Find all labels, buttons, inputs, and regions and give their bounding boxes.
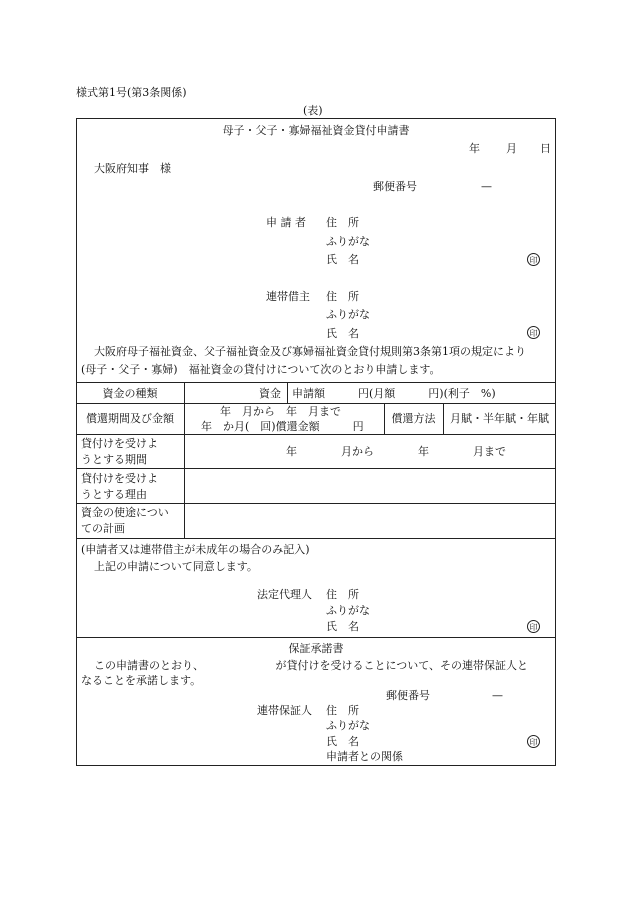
guarantee-text-line-1: この申請書のとおり、 が貸付けを受けることについて、その連帯保証人と (94, 659, 529, 672)
loan-reason-label-line2: うとする理由 (81, 488, 147, 501)
joint-borrower-address-label: 住 所 (326, 290, 359, 303)
date-month-label: 月 (506, 142, 517, 155)
fund-usage-label-line2: ての計画 (81, 522, 125, 535)
guarantor-postal-code-dash: — (492, 689, 503, 702)
statement-line-1: 大阪府母子福祉資金、父子福祉資金及び寡婦福祉資金貸付規則第3条第1項の規定により (94, 345, 526, 358)
table-rule-row4 (76, 503, 556, 504)
table-bottom-rule (76, 538, 556, 539)
guarantee-title: 保証承諾書 (288, 642, 344, 655)
loan-reason-label-line1: 貸付けを受けよ (81, 472, 158, 485)
table-label-column-rule (184, 382, 185, 538)
table-row1-divider (287, 382, 288, 403)
guarantor-postal-code-label: 郵便番号 (386, 689, 430, 702)
loan-period-label-line1: 貸付けを受けよ (81, 437, 158, 450)
applicant-name-label: 氏 名 (326, 253, 359, 266)
postal-code-dash: — (481, 180, 492, 193)
repayment-period-range: 年 月から 年 月まで (220, 405, 341, 418)
repayment-method-options: 月賦・半年賦・年賦 (450, 412, 549, 425)
joint-guarantor-seal-mark: 印 (527, 735, 540, 748)
joint-guarantor-address-label: 住 所 (326, 704, 359, 717)
joint-guarantor-furigana-label: ふりがな (326, 719, 370, 732)
legal-representative-address-label: 住 所 (326, 588, 359, 601)
side-label: (表) (303, 104, 323, 117)
joint-guarantor-label: 連帯保証人 (257, 704, 312, 717)
guarantee-divider (76, 637, 556, 638)
applicant-label: 申 請 者 (266, 216, 306, 229)
legal-representative-label: 法定代理人 (257, 588, 312, 601)
consent-note: (申請者又は連帯借主が未成年の場合のみ記入) (81, 543, 310, 556)
joint-borrower-label: 連帯借主 (266, 290, 310, 303)
form-label: 様式第1号(第3条関係) (76, 86, 187, 99)
joint-borrower-name-label: 氏 名 (326, 327, 359, 340)
legal-representative-seal-mark: 印 (527, 620, 540, 633)
table-rule-row2 (76, 434, 556, 435)
joint-borrower-seal-mark: 印 (527, 326, 540, 339)
relation-to-applicant-label: 申請者との関係 (326, 750, 403, 763)
repayment-amount: 年 か月( 回)償還金額 円 (201, 420, 364, 433)
consent-text: 上記の申請について同意します。 (94, 560, 258, 573)
applicant-seal-mark: 印 (527, 253, 540, 266)
joint-borrower-furigana-label: ふりがな (326, 308, 370, 321)
fund-usage-label-line1: 資金の使途につい (81, 506, 169, 519)
date-year-label: 年 (469, 142, 480, 155)
table-top-rule (76, 382, 556, 383)
loan-period-value: 年 月から 年 月まで (286, 445, 506, 458)
applicant-address-label: 住 所 (326, 216, 359, 229)
legal-representative-furigana-label: ふりがな (326, 604, 370, 617)
addressee: 大阪府知事 様 (94, 162, 171, 175)
repayment-period-label: 償還期間及び金額 (86, 412, 174, 425)
table-rule-row1 (76, 403, 556, 404)
statement-line-2: (母子・父子・寡婦) 福祉資金の貸付けについて次のとおり申請します。 (81, 363, 441, 376)
table-rule-row3 (76, 468, 556, 469)
applicant-furigana-label: ふりがな (326, 235, 370, 248)
repayment-method-label: 償還方法 (391, 412, 436, 425)
fund-type-value: 資金 (259, 387, 281, 400)
date-day-label: 日 (540, 142, 551, 155)
requested-amount: 申請額 円(月額 円)(利子 %) (292, 387, 496, 400)
guarantee-text-line-2: なることを承諾します。 (81, 674, 202, 687)
joint-guarantor-name-label: 氏 名 (326, 735, 359, 748)
postal-code-label: 郵便番号 (373, 180, 417, 193)
fund-type-label: 資金の種類 (102, 387, 158, 400)
legal-representative-name-label: 氏 名 (326, 620, 359, 633)
loan-period-label-line2: うとする期間 (81, 453, 147, 466)
application-title: 母子・父子・寡婦福祉資金貸付申請書 (222, 124, 410, 137)
